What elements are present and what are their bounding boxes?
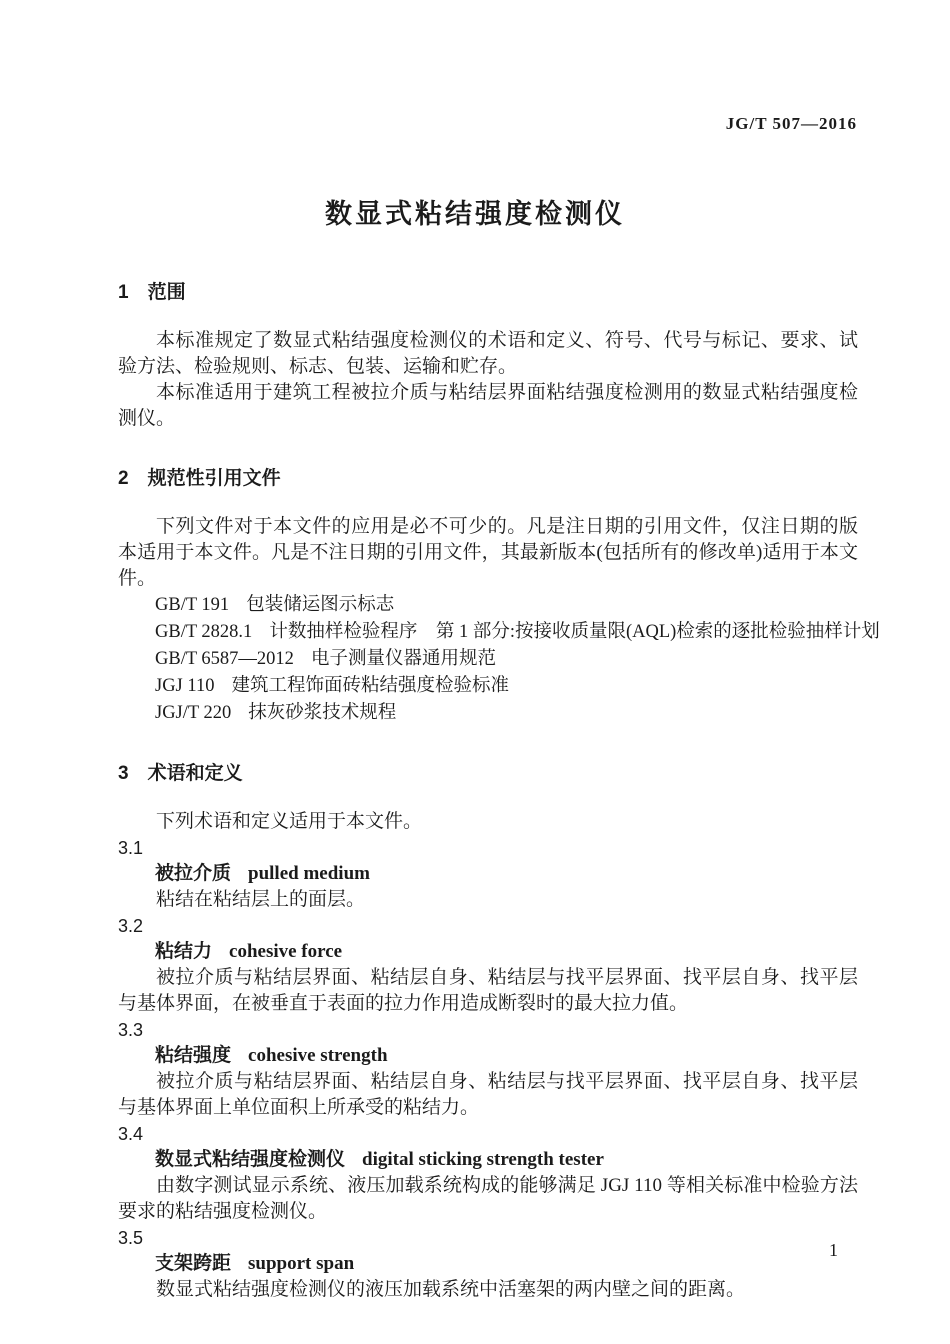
term-en: support span xyxy=(248,1253,355,1274)
term-number: 3.1 xyxy=(118,838,144,858)
reference-item xyxy=(155,673,858,700)
reference-code: GB/T 6587—2012 xyxy=(155,649,294,669)
term-number: 3.5 xyxy=(118,1228,144,1248)
reference-title: 电子测量仪器通用规范 xyxy=(310,649,496,669)
reference-title: 建筑工程饰面砖粘结强度检验标准 xyxy=(231,676,509,696)
term-heading xyxy=(155,1251,858,1277)
term-en: pulled medium xyxy=(248,863,370,884)
reference-code: JGJ/T 220 xyxy=(155,703,232,723)
term-zh: 粘结强度 xyxy=(155,1045,232,1066)
term-definition: 粘结在粘结层上的面层。 xyxy=(156,889,366,910)
term-en: cohesive strength xyxy=(248,1045,388,1066)
term-number: 3.4 xyxy=(118,1124,144,1144)
document-title: 数显式粘结强度检测仪 xyxy=(325,199,625,229)
reference-item xyxy=(155,646,858,673)
term-en: cohesive force xyxy=(229,941,343,962)
reference-code: GB/T 191 xyxy=(155,595,230,615)
term-definition: 被拉介质与粘结层界面、粘结层自身、粘结层与找平层界面、找平层自身、找平层与基体界面，在被垂直于表面的拉力作用造成断裂时的最大拉力值。 xyxy=(118,967,858,1014)
document-body xyxy=(118,280,880,1303)
reference-title: 计数抽样检验程序 第 1 部分:按接收质量限(AQL)检索的逐批检验抽样计划 xyxy=(269,622,880,642)
term-number: 3.2 xyxy=(118,916,144,936)
term-zh: 数显式粘结强度检测仪 xyxy=(155,1149,346,1170)
reference-item xyxy=(155,619,880,646)
term-definition: 由数字测试显示系统、液压加载系统构成的能够满足 JGJ 110 等相关标准中检验方法要求的粘结强度检测仪。 xyxy=(118,1175,858,1222)
paragraph: 本标准规定了数显式粘结强度检测仪的术语和定义、符号、代号与标记、要求、试验方法、检验规则、标志、包装、运输和贮存。 xyxy=(118,330,858,377)
reference-item xyxy=(155,592,858,619)
section-2-heading xyxy=(118,466,858,492)
standard-code: JG/T 507—2016 xyxy=(725,114,857,133)
term-zh: 被拉介质 xyxy=(155,863,232,884)
term-heading xyxy=(155,1147,858,1173)
term-zh: 粘结力 xyxy=(155,941,213,962)
section-3-heading xyxy=(118,761,858,787)
reference-title: 包装储运图示标志 xyxy=(246,595,395,615)
section-3-title: 术语和定义 xyxy=(147,763,243,784)
section-2-title: 规范性引用文件 xyxy=(147,468,281,489)
section-1-title: 范围 xyxy=(147,282,186,303)
reference-item xyxy=(155,700,858,727)
reference-title: 抹灰砂浆技术规程 xyxy=(248,703,397,723)
term-definition: 数显式粘结强度检测仪的液压加载系统中活塞架的两内壁之间的距离。 xyxy=(156,1279,746,1300)
reference-code: JGJ 110 xyxy=(155,676,215,696)
term-heading xyxy=(155,1043,858,1069)
section-1-heading xyxy=(118,280,858,306)
term-en: digital sticking strength tester xyxy=(362,1149,604,1170)
term-number: 3.3 xyxy=(118,1020,144,1040)
term-heading xyxy=(155,939,858,965)
terms-list xyxy=(118,835,858,1303)
section-2-number: 2 xyxy=(118,468,129,489)
reference-code: GB/T 2828.1 xyxy=(155,622,253,642)
term-heading xyxy=(155,861,858,887)
page-number: 1 xyxy=(829,1240,838,1260)
reference-list xyxy=(118,592,880,727)
paragraph: 本标准适用于建筑工程被拉介质与粘结层界面粘结强度检测用的数显式粘结强度检测仪。 xyxy=(118,382,858,429)
section-3-number: 3 xyxy=(118,763,129,784)
section-1-number: 1 xyxy=(118,282,129,303)
terms-intro: 下列术语和定义适用于本文件。 xyxy=(156,811,423,832)
term-zh: 支架跨距 xyxy=(155,1253,232,1274)
paragraph: 下列文件对于本文件的应用是必不可少的。凡是注日期的引用文件，仅注日期的版本适用于本文件。凡是不注日期的引用文件，其最新版本(包括所有的修改单)适用于本文件。 xyxy=(118,516,858,589)
term-definition: 被拉介质与粘结层界面、粘结层自身、粘结层与找平层界面、找平层自身、找平层与基体界面上单位面积上所承受的粘结力。 xyxy=(118,1071,858,1118)
